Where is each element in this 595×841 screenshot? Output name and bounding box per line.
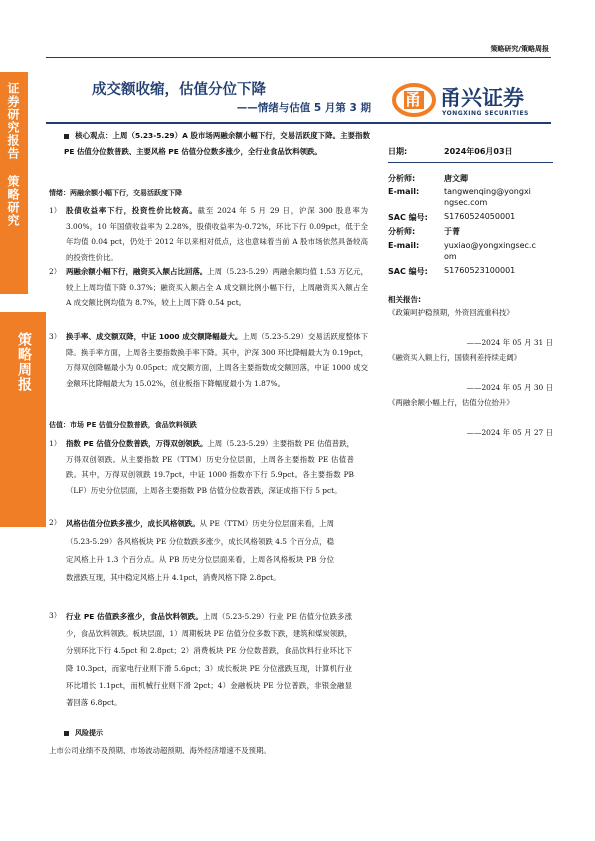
valuation-2-num: 2） — [49, 518, 62, 527]
related-report-date: ——2024 年 05 月 31 日 — [466, 338, 553, 347]
sidebar-bottom-label: 策略周报 — [16, 332, 32, 392]
title-rule — [46, 122, 551, 124]
related-report-date: ——2024 年 05 月 30 日 — [466, 383, 553, 392]
email2-line1[interactable]: yuxiao@yongxingsec.c — [444, 241, 536, 250]
date-value: 2024年06月03日 — [444, 147, 513, 156]
analyst1-label: 分析师: — [388, 174, 416, 183]
valuation-1-text: 上周（5.23-5.29）主要指数 PE 估值普跌，万得双创领跌。从主要指数 PE（TTM）历史分位层面，上周各主要指数 PE 估值普跌。其中，万得双创领跌 19.7pct，中证 1000 指数亦下行 5.9pct。各主要指数 PB（LF）历史分位层面，上周各主要指数 PB 估值分位数普跌，深证成指下行 5 pct。 — [66, 439, 354, 495]
sentiment-1-num: 1） — [49, 206, 62, 215]
core-label: 核心观点： — [75, 131, 113, 140]
sentiment-3 — [66, 329, 368, 391]
sentiment-1-lead: 股债收益率下行，投资性价比较高。 — [66, 206, 198, 215]
sac2-value: S1760523100001 — [444, 266, 516, 275]
analyst2-label: 分析师: — [388, 227, 416, 236]
sentiment-heading: 情绪：两融余额小幅下行，交易活跃度下降 — [49, 189, 182, 197]
email1-label: E-mail: — [388, 187, 420, 196]
bullet-square-icon — [64, 731, 69, 736]
company-logo — [392, 80, 552, 120]
brand-name: 甬兴证券 — [440, 86, 524, 110]
logo-mark: 甬 — [405, 90, 422, 109]
related-report-title[interactable]: 《两融余额小幅上行，估值分位抬升》 — [388, 398, 514, 407]
related-heading: 相关报告: — [388, 295, 421, 304]
valuation-3-text: 上周（5.23-5.29）行业 PE 估值分位跌多涨少，食品饮料领跌。板块层面，1）周期板块 PE 估值分位多数下跌，建筑和煤炭领跌，分别环比下行 4.5pct 和 2.8pct；2）消费板块 PE 分位数普跌，食品饮料行业环比下降 10.3pct，而家电行业则下滑 5.6pct；3）成长板块 PE 分位涨跌互现，计算机行业环比增长 1.1pct，而机械行业则下滑 2pct；4）金融板块 PE 分位普跌，非银金融显著回落 6.8pct。 — [66, 612, 352, 708]
sentiment-1-text: 截至 2024 年 5 月 29 日，沪深 300 股息率为 3.00%，10 年国债收益率为 2.28%，股债收益率为-0.72%，环比下行 0.09pct，低于全年均值 0.04 pct，仍处于 2012 年以来相对低点，这也意味着当前 A 股市场依然具备较高的投资性价比。 — [66, 206, 368, 262]
valuation-2-text: 从 PE（TTM）历史分位层面来看，上周（5.23-5.29）各风格板块 PE 分位数跌多涨少，成长风格领跌 4.5 个百分点，稳定风格上升 1.3 个百分点。从 PB 历史分位层面来看，上周各风格板块 PB 分位数涨跌互现，其中稳定风格上升 4.1pct，消费风格下降 2.8pct。 — [66, 519, 334, 582]
related-report-title[interactable]: 《融资买入额上行，国债利差持续走阔》 — [388, 353, 522, 362]
valuation-3-lead: 行业 PE 估值跌多涨少，食品饮料领跌。 — [66, 612, 203, 621]
sac2-label: SAC 编号: — [388, 267, 428, 276]
core-view — [64, 128, 370, 159]
analyst2-value: 于菁 — [444, 227, 460, 236]
bullet-square-icon — [64, 134, 69, 139]
email1-line2[interactable]: ngsec.com — [444, 198, 488, 207]
valuation-2 — [66, 515, 334, 587]
sentiment-2-text: 上周（5.23-5.29）两融余额均值 1.53 万亿元，较上上周均值下降 0.37%；融资买入额占全 A 成交额比例小幅下行，上周融资买入额占全 A 成交额比例均值为 8.7%，较上上周下降 0.54 pct。 — [66, 267, 368, 308]
email1-line1[interactable]: tangwenqing@yongxi — [444, 187, 531, 196]
valuation-heading: 估值：市场 PE 估值分位数普跌，食品饮料领跌 — [49, 421, 197, 429]
header-rule — [46, 57, 551, 58]
info-rule — [388, 162, 553, 163]
valuation-2-lead: 风格估值分位跌多涨少，成长风格领跌。 — [66, 519, 200, 528]
sentiment-3-lead: 换手率、成交额双降，中证 1000 成交额降幅最大。 — [66, 332, 243, 341]
report-subtitle: ——情绪与估值 5 月第 3 期 — [236, 102, 371, 114]
report-title: 成交额收缩，估值分位下降 — [92, 82, 266, 98]
valuation-3 — [66, 608, 352, 711]
valuation-3-num: 3） — [49, 611, 62, 620]
sentiment-2-num: 2） — [49, 267, 62, 276]
brand-name-en: YONGXING SECURITIES — [442, 110, 529, 117]
sac1-label: SAC 编号: — [388, 213, 428, 222]
sentiment-3-text: 上周（5.23-5.29）交易活跃度整体下降。换手率方面，上周各主要指数换手率下降。其中，沪深 300 环比降幅最大为 0.19pct，万得双创降幅最小为 0.05pct；成交额方面，上周各主要指数成交额回落，中证 1000 成交金额环比降幅最大为 15.02%，创业板指下降幅度最小为 1.87%。 — [66, 332, 368, 388]
related-report-date: ——2024 年 05 月 27 日 — [466, 428, 553, 437]
related-report-title[interactable]: 《政策呵护稳预期，外资回流重科技》 — [388, 308, 514, 317]
sentiment-3-num: 3） — [49, 332, 62, 341]
risk-text: 上市公司业绩不及预期、市场波动超预期、海外经济增速不及预期。 — [49, 746, 271, 755]
valuation-1-num: 1） — [49, 439, 62, 448]
risk-label: 风险提示 — [75, 729, 103, 737]
email2-line2[interactable]: om — [444, 252, 457, 261]
sentiment-2-lead: 两融余额小幅下行，融资买入额占比回落。 — [66, 267, 208, 276]
core-text: 上周（5.23-5.29）A 股市场两融余额小幅下行，交易活跃度下降。主要指数 PE 估值分位数普跌、主要风格 PE 估值分位数多涨少，全行业食品饮料领跌。 — [64, 131, 370, 156]
valuation-1 — [66, 436, 354, 498]
date-label: 日期: — [388, 147, 408, 156]
report-category: 策略研究/策略周报 — [490, 45, 549, 53]
sidebar-top-label: 证券研究报告 策略研究 — [6, 82, 20, 227]
email2-label: E-mail: — [388, 241, 420, 250]
risk-heading — [64, 728, 103, 738]
sentiment-1 — [66, 203, 368, 265]
sac1-value: S1760524050001 — [444, 212, 516, 221]
analyst1-value: 唐文卿 — [444, 174, 468, 183]
sentiment-2 — [66, 264, 368, 311]
valuation-1-lead: 指数 PE 估值分位数普跌，万得双创领跌。 — [66, 439, 208, 448]
